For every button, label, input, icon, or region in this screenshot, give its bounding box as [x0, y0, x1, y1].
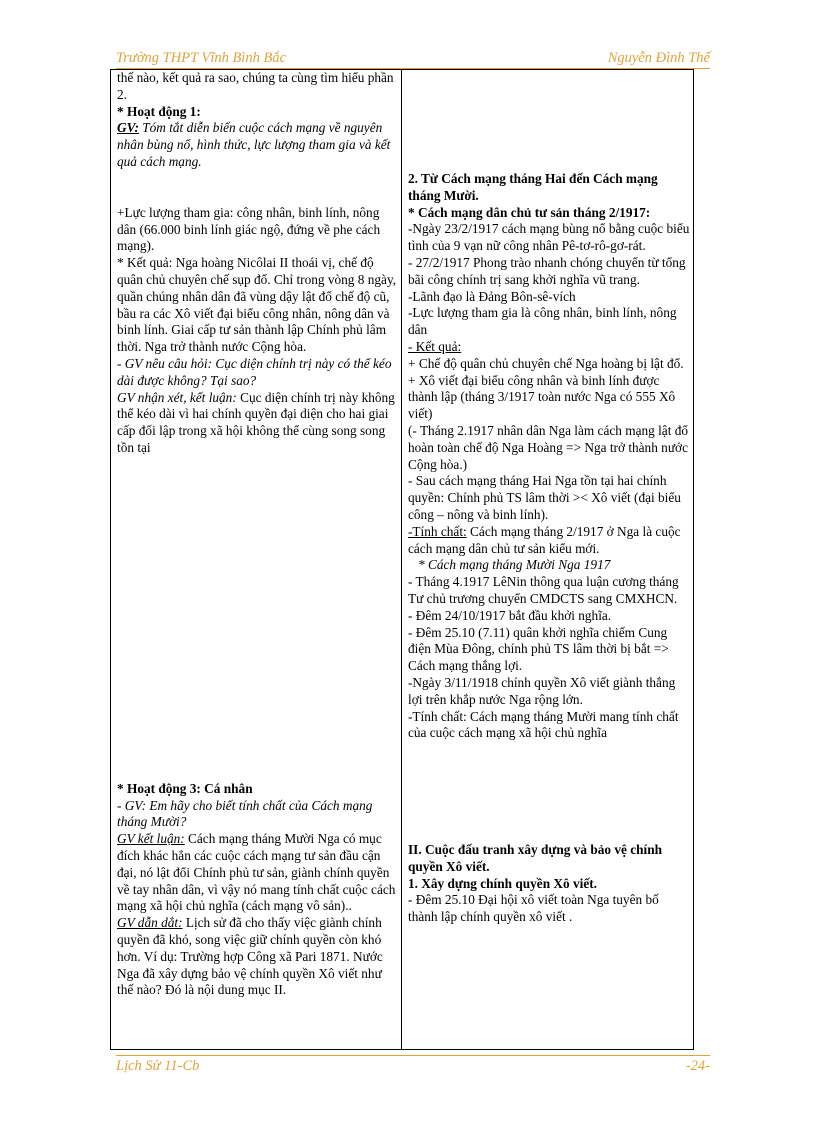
section-II-1-text: - Đêm 25.10 Đại hội xô viết toàn Nga tuyên bố thành lập chính quyền xô viết . — [408, 892, 659, 925]
feb-revolution-title: * Cách mạng dân chủ tư sản tháng 2/1917: — [408, 204, 651, 220]
activity-1-title: * Hoạt động 1: — [117, 103, 201, 119]
activity-3-conclusion-text: Cách mạng tháng Mười Nga có mục đích khác hẳn các cuộc cách mạng tư sản đầu cận đại, nó lật đổi Chính phủ tư sản, giành chính quyền về tay nhân dân, vì vậy nó mang tính chất cuộc cách mạng xã hội chủ nghĩa (cách mạng vô sản).. — [117, 831, 396, 914]
note-2: - Sau cách mạng tháng Hai Nga tồn tại hai chính quyền: Chính phủ TS lâm thời >< Xô viết (đại biểu công – nông và binh lính). — [408, 473, 681, 522]
nature-text: Cách mạng tháng 2/1917 ở Nga là cuộc cách mạng dân chủ tư sản kiểu mới. — [408, 523, 681, 556]
teacher-question: - GV nêu câu hỏi: Cục diện chính trị này có thể kéo dài được không? Tại sao? — [117, 355, 392, 388]
lesson-table — [110, 69, 694, 1050]
school-name: Trường THPT Vĩnh Bình Bắc — [116, 50, 287, 66]
gv-instruction-text: Tóm tắt diễn biến cuộc cách mạng về nguyên nhân bùng nổ, hình thức, lực lượng tham gia và kết quả cách mạng. — [117, 120, 391, 169]
teacher-lead-in — [117, 915, 399, 999]
lead-text: Lịch sử đã cho thấy việc giành chính quyền đã khó, song việc giữ chính quyền còn khó hơn. Ví dụ: Trường hợp Công xã Pari 1871. Nước Nga đã xây dựng bảo vệ chính quyền Xô viết như thế nào? Đó là nội dung mục II. — [117, 915, 383, 998]
gv-label: GV: — [117, 120, 139, 136]
section-II-1-title: 1. Xây dựng chính quyền Xô viết. — [408, 875, 598, 891]
note-1: (- Tháng 2.1917 nhân dân Nga làm cách mạng lật đổ hoàn toàn chế độ Nga Hoàng => Nga trở thành nước Cộng hòa.) — [408, 422, 689, 472]
subject-name: Lịch Sử 11-Cb — [116, 1058, 200, 1074]
result-item-1: + Chế độ quân chủ chuyên chế Nga hoàng bị lật đổ. — [408, 355, 684, 371]
column-divider — [401, 70, 402, 1049]
oct-item-4: -Ngày 3/11/1918 chính quyền Xô viết giành thắng lợi trên khắp nước Nga rộng lớn. — [408, 674, 676, 707]
activity-3-conclusion-label: GV kết luận: — [117, 831, 185, 847]
activity-3-question: - GV: Em hãy cho biết tính chất của Cách mạng tháng Mười? — [117, 797, 373, 830]
activity-3-conclusion — [117, 831, 399, 915]
feb-item-3: -Lãnh đạo là Đảng Bôn-sê-vích — [408, 288, 576, 304]
oct-item-2: - Đêm 24/10/1917 bắt đầu khởi nghĩa. — [408, 607, 612, 623]
result-label: - Kết quả: — [408, 338, 462, 354]
intro-text: thế nào, kết quả ra sao, chúng ta cùng tìm hiểu phần 2. — [117, 70, 394, 102]
activity-1-instruction — [117, 120, 399, 170]
oct-item-5: -Tính chất: Cách mạng tháng Mười mang tính chất của cuộc cách mạng xã hội chủ nghĩa — [408, 708, 679, 741]
teacher-activity-column — [117, 70, 399, 999]
section-2-title: 2. Từ Cách mạng tháng Hai đến Cách mạng tháng Mười. — [408, 171, 658, 203]
page-number: -24- — [685, 1058, 710, 1074]
feb-item-2: - 27/2/1917 Phong trào nhanh chóng chuyển từ tổng bãi công chính trị sang khởi nghĩa vũ trang. — [408, 254, 686, 287]
author-name: Nguyễn Đình Thế — [607, 50, 710, 66]
teacher-conclusion — [117, 390, 399, 457]
oct-item-1: - Tháng 4.1917 LêNin thông qua luận cương tháng Tư chủ trương chuyển CMDCTS sang CMXHCN. — [408, 574, 679, 606]
forces-text: +Lực lượng tham gia: công nhân, binh lính, nông dân (66.000 binh lính giác ngộ, đứng về phe cách mạng). — [117, 204, 381, 254]
footer-rule — [116, 1055, 710, 1056]
result-item-2: + Xô viết đại biểu công nhân và binh lính được thành lập (tháng 3/1917 toàn nước Nga có 555 Xô viết) — [408, 372, 676, 422]
oct-revolution-title: * Cách mạng tháng Mười Nga 1917 — [418, 557, 611, 573]
section-II-title: II. Cuộc đấu tranh xây dựng và bảo vệ chính quyền Xô viết. — [408, 842, 663, 874]
conclusion-text: Cục diện chính trị này không thể kéo dài vì hai chính quyền đại diện cho hai giai cấp đối lập trong xã hội không thể cùng song song tồn tại — [117, 389, 395, 455]
conclusion-label: GV nhận xét, kết luận: — [117, 389, 237, 405]
feb-item-1: -Ngày 23/2/1917 cách mạng bùng nổ bằng cuộc biểu tình của 9 vạn nữ công nhân Pê-tơ-rô-gơ-rát. — [408, 221, 690, 254]
nature-label: -Tính chất: — [408, 523, 467, 539]
lead-label: GV dẫn dắt: — [117, 915, 183, 931]
result-text: * Kết quả: Nga hoàng Nicôlai II thoái vị, chế độ quân chủ chuyên chế sụp đổ. Chỉ trong vòng 8 ngày, quần chúng nhân dân đã vùng dậy lật đổ chế độ cũ, bầu ra các Xô viết đại biểu công nhân, nông dân và binh lính. Giai cấp tư sản thành lập Chính phủ lâm thời. Nga trở thành nước Cộng hòa. — [117, 255, 397, 355]
oct-item-3: - Đêm 25.10 (7.11) quân khởi nghĩa chiếm Cung điện Mùa Đông, chính phủ TS lâm thời bị bắt => Cách mạng thắng lợi. — [408, 624, 669, 674]
feb-nature — [408, 524, 690, 558]
feb-item-4: -Lực lượng tham gia là công nhân, binh lính, nông dân — [408, 305, 677, 338]
activity-3-title: * Hoạt động 3: Cá nhân — [117, 780, 253, 796]
content-column — [408, 70, 690, 926]
